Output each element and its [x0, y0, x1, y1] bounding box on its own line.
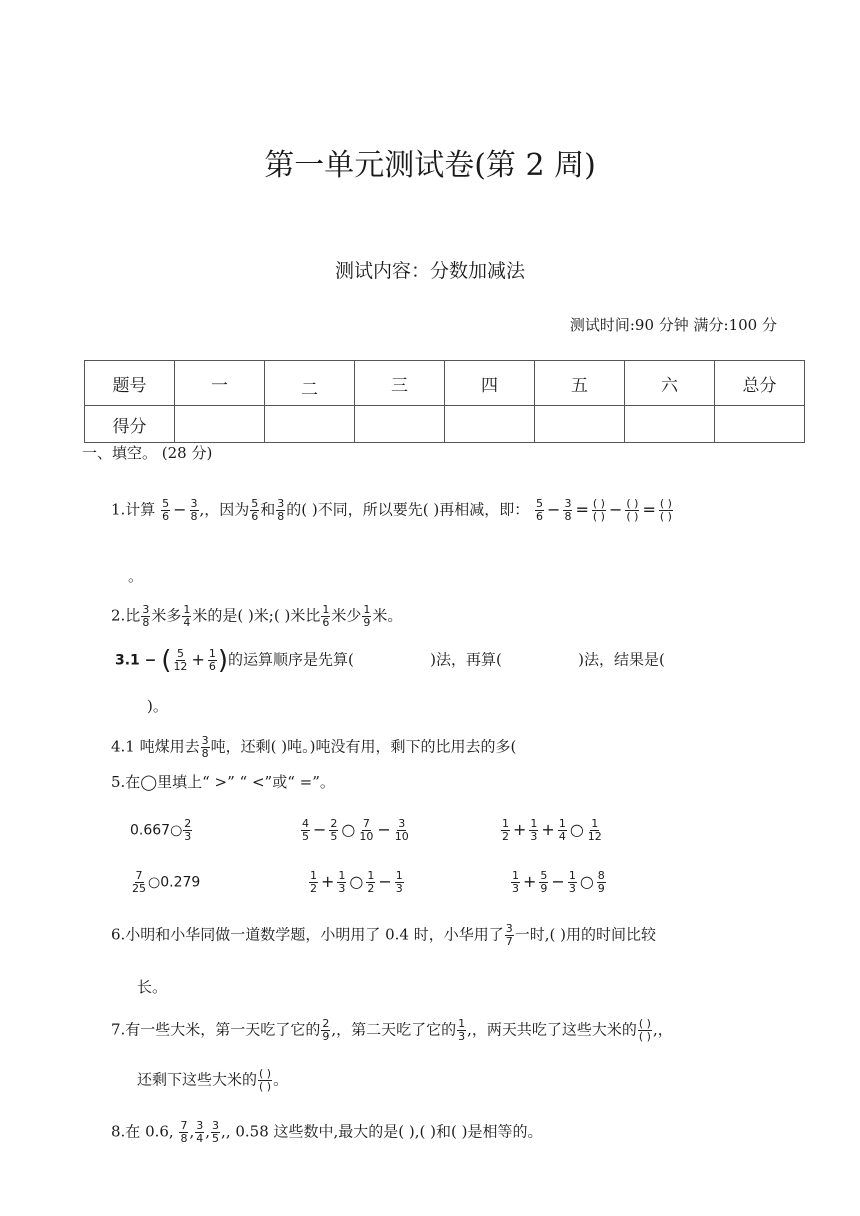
question-3: [115, 645, 665, 676]
math-operator: −: [313, 819, 327, 839]
text-span: ,，两天共吃了这些大米的: [467, 1020, 637, 1039]
fraction-denominator: 6: [322, 616, 330, 629]
score-cell[interactable]: [445, 406, 535, 443]
question-5: 5.在◯里填上“ >” “ <”或“ =”。: [111, 773, 335, 791]
fraction-denominator: 9: [540, 882, 548, 895]
exam-meta: 测试时间:90 分钟 满分:100 分: [569, 316, 777, 334]
fraction: [568, 870, 577, 895]
fraction-numerator: 3: [201, 734, 209, 747]
fraction-numerator: 1: [338, 869, 346, 882]
math-operator: +: [523, 871, 537, 891]
fraction: [201, 735, 210, 760]
compare-item: [308, 870, 405, 895]
text-span: 吨，还剩( )吨。)吨没有用，剩下的比用去的多(: [210, 737, 517, 756]
fraction: [362, 604, 371, 629]
fraction-numerator: ( ): [626, 497, 639, 510]
fraction: [558, 818, 567, 843]
fraction: [597, 870, 606, 895]
text-span: 还剩下这些大米的: [137, 1070, 258, 1089]
fraction: [535, 498, 544, 523]
fraction-numerator: ( ): [659, 497, 672, 510]
fraction-numerator: 3: [564, 497, 572, 510]
fraction-numerator: 7: [362, 817, 370, 830]
answer-blank-fraction[interactable]: [592, 498, 606, 523]
fraction: [539, 870, 548, 895]
fraction: [321, 604, 330, 629]
compare-item: [130, 870, 200, 895]
fraction: [141, 604, 150, 629]
fraction-numerator: 7: [180, 1119, 188, 1132]
math-operator: +: [191, 649, 205, 669]
fraction-denominator: 5: [330, 830, 338, 843]
fraction: [501, 818, 510, 843]
fraction-denominator: 3: [395, 882, 403, 895]
fraction-denominator: 3: [568, 882, 576, 895]
fraction-numerator: 5: [251, 497, 259, 510]
fraction-denominator: ( ): [626, 510, 639, 523]
fraction-denominator: 8: [201, 747, 209, 760]
question-4: [111, 735, 516, 760]
fraction-denominator: 8: [142, 616, 150, 629]
text-span: 米少: [331, 606, 362, 625]
q1-text: 1.计算: [111, 500, 156, 519]
fraction: [395, 870, 404, 895]
fraction-denominator: 3: [530, 830, 538, 843]
fraction-denominator: 25: [132, 882, 146, 895]
answer-blank-fraction[interactable]: [638, 1018, 652, 1043]
score-row-label: 得分: [85, 406, 175, 443]
fraction: [337, 870, 346, 895]
fraction: [529, 818, 538, 843]
fraction-denominator: 12: [587, 830, 602, 843]
text-span: ,, 0.58 这些数中,最大的是( ),( )和( )是相等的。: [221, 1122, 543, 1141]
math-operator: =: [642, 499, 656, 519]
question-7: [111, 1018, 673, 1043]
math-operator: −: [377, 819, 391, 839]
fraction-denominator: 3: [458, 1030, 466, 1043]
fraction-numerator: 5: [162, 497, 170, 510]
fraction: [161, 498, 170, 523]
math-operator: −: [378, 871, 392, 891]
fraction-denominator: ( ): [259, 1080, 272, 1093]
fraction-numerator: 1: [322, 603, 330, 616]
fraction-denominator: 2: [310, 882, 317, 895]
fraction: [457, 1018, 466, 1043]
fraction-denominator: 8: [190, 510, 198, 523]
fraction-numerator: 2: [330, 817, 338, 830]
fraction: [208, 648, 217, 673]
answer-blank-fraction[interactable]: [258, 1068, 272, 1093]
q1-text: 和: [260, 500, 276, 519]
text-span: ,: [205, 1122, 211, 1141]
header-cell: 一: [175, 361, 265, 406]
math-text: 3.1 −: [115, 652, 162, 669]
fraction: [511, 870, 520, 895]
parenthesis: (: [161, 645, 172, 676]
fraction-denominator: 3: [184, 830, 192, 843]
header-cell: 二: [265, 361, 355, 406]
text-span: 8.在 0.6,: [111, 1122, 174, 1141]
compare-item: [500, 818, 604, 843]
fraction-numerator: 7: [135, 869, 143, 882]
text-span: 。: [273, 1070, 289, 1089]
fraction-denominator: 4: [196, 1132, 204, 1145]
header-cell: 三: [355, 361, 445, 406]
header-cell: 总分: [715, 361, 805, 406]
fraction-numerator: 4: [302, 817, 309, 830]
text-span: 6.小明和小华同做一道数学题，小明用了 0.4 时，小华用了: [111, 925, 504, 944]
fraction-numerator: 5: [176, 647, 184, 660]
math-operator: −: [551, 871, 565, 891]
fraction: [366, 870, 375, 895]
header-cell: 四: [445, 361, 535, 406]
fraction-numerator: 1: [568, 869, 576, 882]
fraction-denominator: ( ): [592, 510, 605, 523]
q6-tail: 长。: [137, 978, 168, 996]
fraction-denominator: 4: [183, 616, 191, 629]
text-span: 一时,( )用的时间比较: [514, 925, 656, 944]
q1-text: ,，因为: [199, 500, 250, 519]
math-operator: −: [608, 499, 623, 519]
fraction-denominator: 6: [162, 510, 170, 523]
fraction: [172, 648, 188, 673]
fraction: [329, 818, 338, 843]
fraction-denominator: 2: [502, 830, 509, 843]
math-operator: ○: [579, 871, 594, 891]
fraction-numerator: 3: [398, 817, 406, 830]
fraction: [276, 498, 285, 523]
score-cell[interactable]: [175, 406, 265, 443]
fraction: [505, 923, 514, 948]
fraction-numerator: 8: [597, 869, 605, 882]
question-7-line2: [137, 1068, 288, 1093]
header-cell: 五: [535, 361, 625, 406]
question-1: [111, 498, 674, 523]
fraction-denominator: 6: [208, 660, 216, 673]
math-operator: ○: [341, 819, 356, 839]
fraction-denominator: 6: [251, 510, 259, 523]
fraction-denominator: 9: [322, 1030, 330, 1043]
fraction-denominator: 6: [536, 510, 544, 523]
text-span: 的运算顺序是先算( )法，再算( )法，结果是(: [228, 650, 665, 669]
answer-blank-fraction[interactable]: [625, 498, 639, 523]
fraction-numerator: 1: [208, 647, 216, 660]
page-title: 第一单元测试卷(第 2 周): [264, 148, 596, 183]
fraction-denominator: 8: [180, 1132, 188, 1145]
fraction-denominator: 10: [359, 830, 374, 843]
fraction-numerator: ( ): [638, 1017, 651, 1030]
fraction-numerator: 1: [558, 817, 566, 830]
fraction-numerator: ( ): [592, 497, 605, 510]
text-span: 米。: [372, 606, 403, 625]
fraction: [195, 1120, 204, 1145]
fraction: [587, 818, 603, 843]
page-subtitle: 测试内容：分数加减法: [334, 260, 525, 282]
fraction-numerator: 5: [540, 869, 548, 882]
fraction-denominator: 3: [512, 882, 519, 895]
fraction-denominator: 10: [394, 830, 409, 843]
compare-item: [130, 818, 193, 843]
text-span: ,，: [652, 1020, 673, 1039]
score-table: [84, 360, 805, 443]
fraction-numerator: 1: [512, 869, 519, 882]
fraction: [358, 818, 374, 843]
fraction: [182, 604, 191, 629]
text-span: 米多: [151, 606, 182, 625]
text-span: ,: [189, 1122, 195, 1141]
fraction: [301, 818, 310, 843]
math-operator: ○: [349, 871, 364, 891]
score-cell[interactable]: [265, 406, 355, 443]
parenthesis: ): [217, 645, 228, 676]
fraction-denominator: 12: [173, 660, 188, 673]
fraction: [321, 1018, 330, 1043]
fraction-numerator: 2: [184, 817, 192, 830]
math-operator: +: [513, 819, 527, 839]
question-2: [111, 604, 402, 629]
fraction-numerator: 1: [310, 869, 317, 882]
math-operator: =: [575, 499, 589, 519]
fraction-numerator: 1: [395, 869, 403, 882]
score-cell[interactable]: [625, 406, 715, 443]
header-cell: 题号: [85, 361, 175, 406]
question-6: [111, 923, 656, 948]
math-operator: −: [547, 499, 561, 519]
fraction-denominator: 9: [597, 882, 605, 895]
score-table-score-row: [85, 406, 805, 443]
text-span: 4.1 吨煤用去: [111, 737, 200, 756]
fraction-numerator: 1: [183, 603, 191, 616]
fraction: [394, 818, 410, 843]
math-operator: +: [321, 871, 335, 891]
q1-tail: 。: [128, 567, 144, 585]
fraction-numerator: 3: [190, 497, 198, 510]
fraction-denominator: 9: [363, 616, 371, 629]
fraction-numerator: ( ): [259, 1067, 272, 1080]
fraction-denominator: 4: [558, 830, 566, 843]
section-heading: 一、填空。 (28 分): [82, 444, 213, 462]
text-span: 2.比: [111, 606, 141, 625]
fraction-numerator: 3: [277, 497, 285, 510]
fraction-numerator: 3: [196, 1119, 204, 1132]
score-cell[interactable]: [355, 406, 445, 443]
fraction-numerator: 5: [536, 497, 544, 510]
fraction-numerator: 1: [458, 1017, 466, 1030]
fraction-numerator: 1: [530, 817, 538, 830]
fraction-denominator: 8: [277, 510, 285, 523]
compare-item: [510, 870, 607, 895]
fraction: [131, 870, 147, 895]
fraction-denominator: ( ): [659, 510, 672, 523]
fraction: [179, 1120, 188, 1145]
fraction: [211, 1120, 220, 1145]
fraction-denominator: 7: [505, 935, 513, 948]
score-cell[interactable]: [715, 406, 805, 443]
compare-item: [300, 818, 411, 843]
fraction-numerator: 3: [505, 922, 513, 935]
question-8: [111, 1120, 542, 1145]
fraction-denominator: 2: [367, 882, 375, 895]
math-operator: ○: [569, 819, 584, 839]
text-span: ,，第二天吃了它的: [331, 1020, 457, 1039]
q3-tail: )。: [147, 697, 168, 715]
fraction-numerator: 3: [142, 603, 150, 616]
fraction: [183, 818, 192, 843]
fraction-denominator: 5: [302, 830, 309, 843]
fraction-numerator: 1: [502, 817, 509, 830]
fraction-denominator: 8: [564, 510, 572, 523]
fraction: [309, 870, 318, 895]
text-span: 7.有一些大米，第一天吃了它的: [111, 1020, 321, 1039]
q1-text: 的( )不同，所以要先( )再相减，即：: [286, 500, 530, 519]
fraction: [563, 498, 572, 523]
fraction-denominator: 5: [212, 1132, 220, 1145]
fraction: [190, 498, 199, 523]
fraction-denominator: ( ): [638, 1030, 651, 1043]
math-text: ○0.279: [148, 874, 201, 891]
math-operator: +: [541, 819, 555, 839]
fraction-denominator: 3: [338, 882, 346, 895]
text-span: 米的是( )米;( )米比: [192, 606, 321, 625]
math-text: 0.667○: [130, 822, 183, 839]
fraction-numerator: 2: [322, 1017, 330, 1030]
header-cell: 六: [625, 361, 715, 406]
fraction-numerator: 1: [363, 603, 371, 616]
score-table-header-row: [85, 361, 805, 406]
minus-sign: −: [173, 499, 187, 519]
fraction: [250, 498, 259, 523]
fraction-numerator: 1: [591, 817, 599, 830]
fraction-numerator: 3: [212, 1119, 220, 1132]
fraction-numerator: 1: [367, 869, 375, 882]
answer-blank-fraction[interactable]: [659, 498, 673, 523]
score-cell[interactable]: [535, 406, 625, 443]
